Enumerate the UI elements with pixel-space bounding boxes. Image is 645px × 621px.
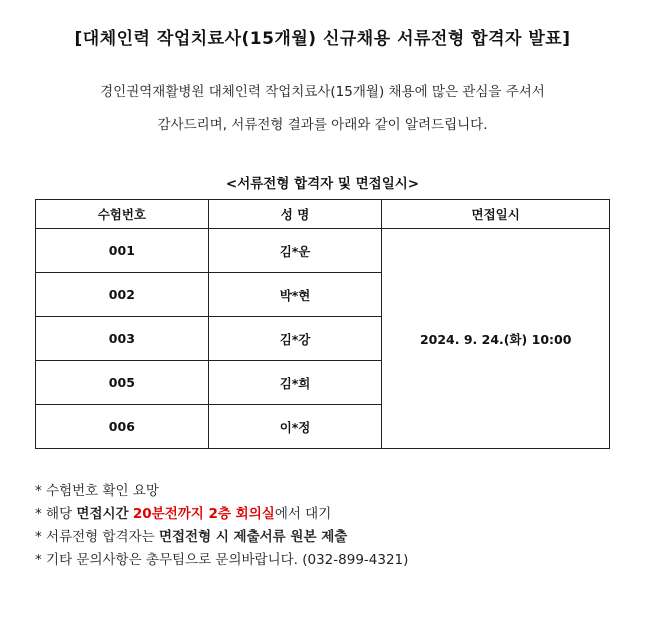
name-cell: 박*현	[208, 273, 382, 317]
note-text: * 서류전형 합격자는	[35, 529, 159, 545]
header-exam-number: 수험번호	[36, 200, 209, 229]
note-text: * 해당	[35, 506, 77, 522]
name-cell: 김*강	[208, 317, 382, 361]
name-cell: 김*운	[208, 229, 382, 273]
exam-number-cell: 006	[36, 405, 209, 449]
note-contact: * 기타 문의사항은 총무팀으로 문의바랍니다. (032-899-4321)	[35, 552, 409, 568]
note-text: 에서 대기	[274, 506, 332, 522]
exam-number-cell: 005	[36, 361, 209, 405]
table-row	[36, 229, 610, 273]
exam-number-cell: 002	[36, 273, 209, 317]
intro-line-1: 경인권역재활병원 대체인력 작업치료사(15개월) 채용에 많은 관심을 주셔서	[100, 84, 545, 100]
exam-number-cell: 001	[36, 229, 209, 273]
note-documents	[35, 526, 408, 549]
table-header-row	[36, 200, 610, 229]
header-name: 성 명	[208, 200, 382, 229]
header-interview-datetime: 면접일시	[382, 200, 610, 229]
name-cell: 이*정	[208, 405, 382, 449]
note-highlight-text: 20분전까지 2층 회의실	[132, 506, 275, 522]
notes-list	[35, 480, 408, 572]
results-table	[35, 199, 610, 449]
note-bold-text: 면접전형 시 제출서류 원본 제출	[158, 529, 348, 545]
intro-line-2: 감사드리며, 서류전형 결과를 아래와 같이 알려드립니다.	[157, 117, 488, 133]
note-exam-number-check: * 수험번호 확인 요망	[35, 483, 159, 499]
name-cell: 김*희	[208, 361, 382, 405]
exam-number-cell: 003	[36, 317, 209, 361]
page-title: [대체인력 작업치료사(15개월) 신규채용 서류전형 합격자 발표]	[74, 29, 571, 49]
note-bold-text: 면접시간	[76, 506, 129, 522]
note-waiting-location	[35, 503, 408, 526]
interview-datetime-cell: 2024. 9. 24.(화) 10:00	[382, 229, 610, 449]
section-title: <서류전형 합격자 및 면접일시>	[225, 176, 420, 192]
